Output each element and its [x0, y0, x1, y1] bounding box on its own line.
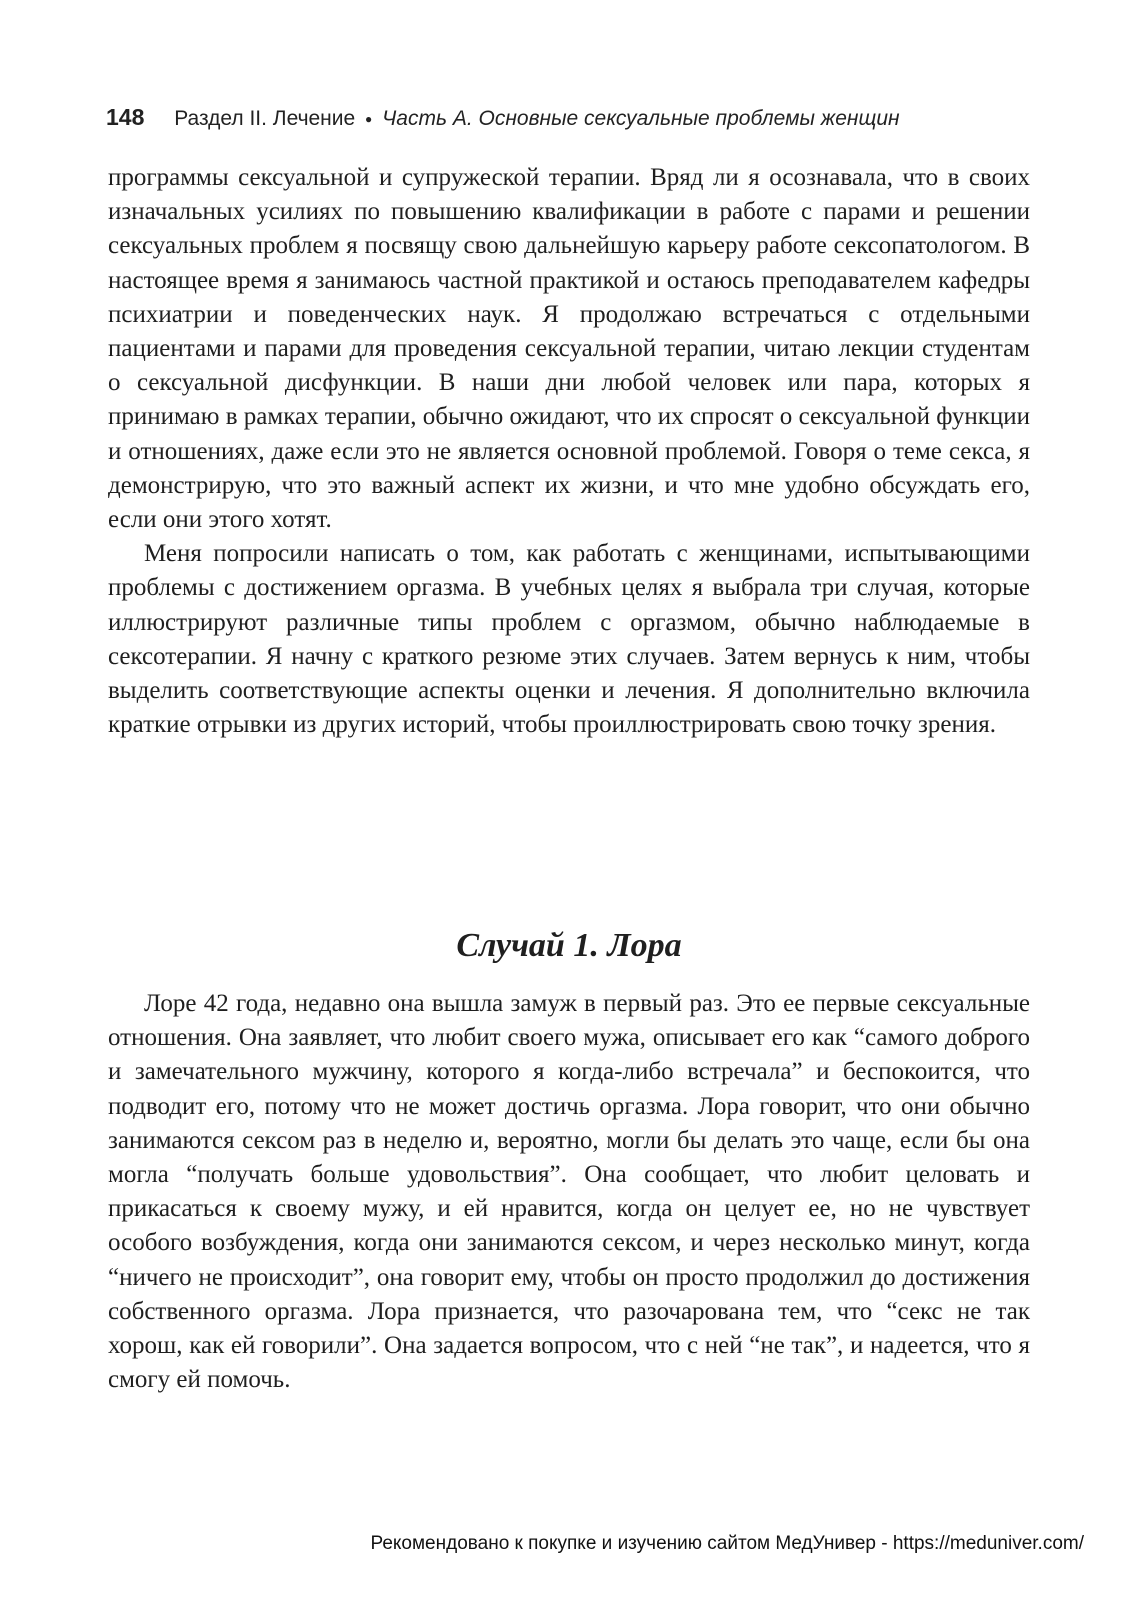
section-title: Раздел II. Лечение: [174, 107, 356, 130]
case-paragraph: Лоре 42 года, недавно она вышла замуж в первый раз. Это ее первые сексуальные отношения. Она заявляет, что любит своего мужа, описывает его как “самого доброго и замечательного мужчину, которого я когда-либо встречала” и беспокоится, что подводит его, потому что не может достичь оргазма. Лора говорит, что они обычно занимаются сексом раз в неделю и, вероятно, могли бы делать это чаще, если бы она могла “получать больше удовольствия”. Она сообщает, что любит целовать и прикасаться к своему мужу, и ей нравится, когда он целует ее, но не чувствует особого возбуждения, когда они занимаются сексом, и через несколько минут, когда “ничего не происходит”, она говорит ему, чтобы он просто продолжил до достижения собственного оргазма. Лора признается, что разочарована тем, что “секс не так хорош, как ей говорили”. Она задается вопросом, что с ней “не так”, и надеется, что я смогу ей помочь.: [108, 990, 1030, 1394]
separator-bullet: ●: [365, 112, 373, 126]
case-text: [108, 987, 1030, 1397]
paragraph-continuation: программы сексуальной и супружеской терапии. Вряд ли я осознавала, что в своих изначальных усилиях по повышению квалификации в работе с парами и решении сексуальных проблем я посвящу свою дальнейшую карьеру работе сексопатологом. В настоящее время я занимаюсь частной практикой и остаюсь преподавателем кафедры психиатрии и поведенческих наук. Я продолжаю встречаться с отдельными пациентами и парами для проведения сексуальной терапии, читаю лекции студентам о сексуальной дисфункции. В наши дни любой человек или пара, которых я принимаю в рамках терапии, обычно ожидают, что их спросят о сексуальной функции и отношениях, даже если это не является основной проблемой. Говоря о теме секса, я демонстрирую, что это важный аспект их жизни, и что мне удобно обсуждать его, если они этого хотят.: [108, 164, 1030, 534]
part-title: Часть А. Основные сексуальные проблемы женщин: [382, 107, 900, 130]
main-text: [108, 161, 1030, 742]
case-heading: Случай 1. Лора: [456, 927, 682, 964]
page-number: 148: [106, 104, 145, 130]
paragraph: Меня попросили написать о том, как работать с женщинами, испытывающими проблемы с достижением оргазма. В учебных целях я выбрала три случая, которые иллюстрируют различные типы проблем с оргазмом, обычно наблюдаемые в сексотерапии. Я начну с краткого резюме этих случаев. Затем вернусь к ним, чтобы выделить соответствующие аспекты оценки и лечения. Я дополнительно включила краткие отрывки из других историй, чтобы проиллюстрировать свою точку зрения.: [108, 540, 1030, 739]
running-header: [106, 103, 1046, 133]
watermark-text: Рекомендовано к покупке и изучению сайтом МедУнивер - https://meduniver.com/: [370, 1533, 1084, 1554]
